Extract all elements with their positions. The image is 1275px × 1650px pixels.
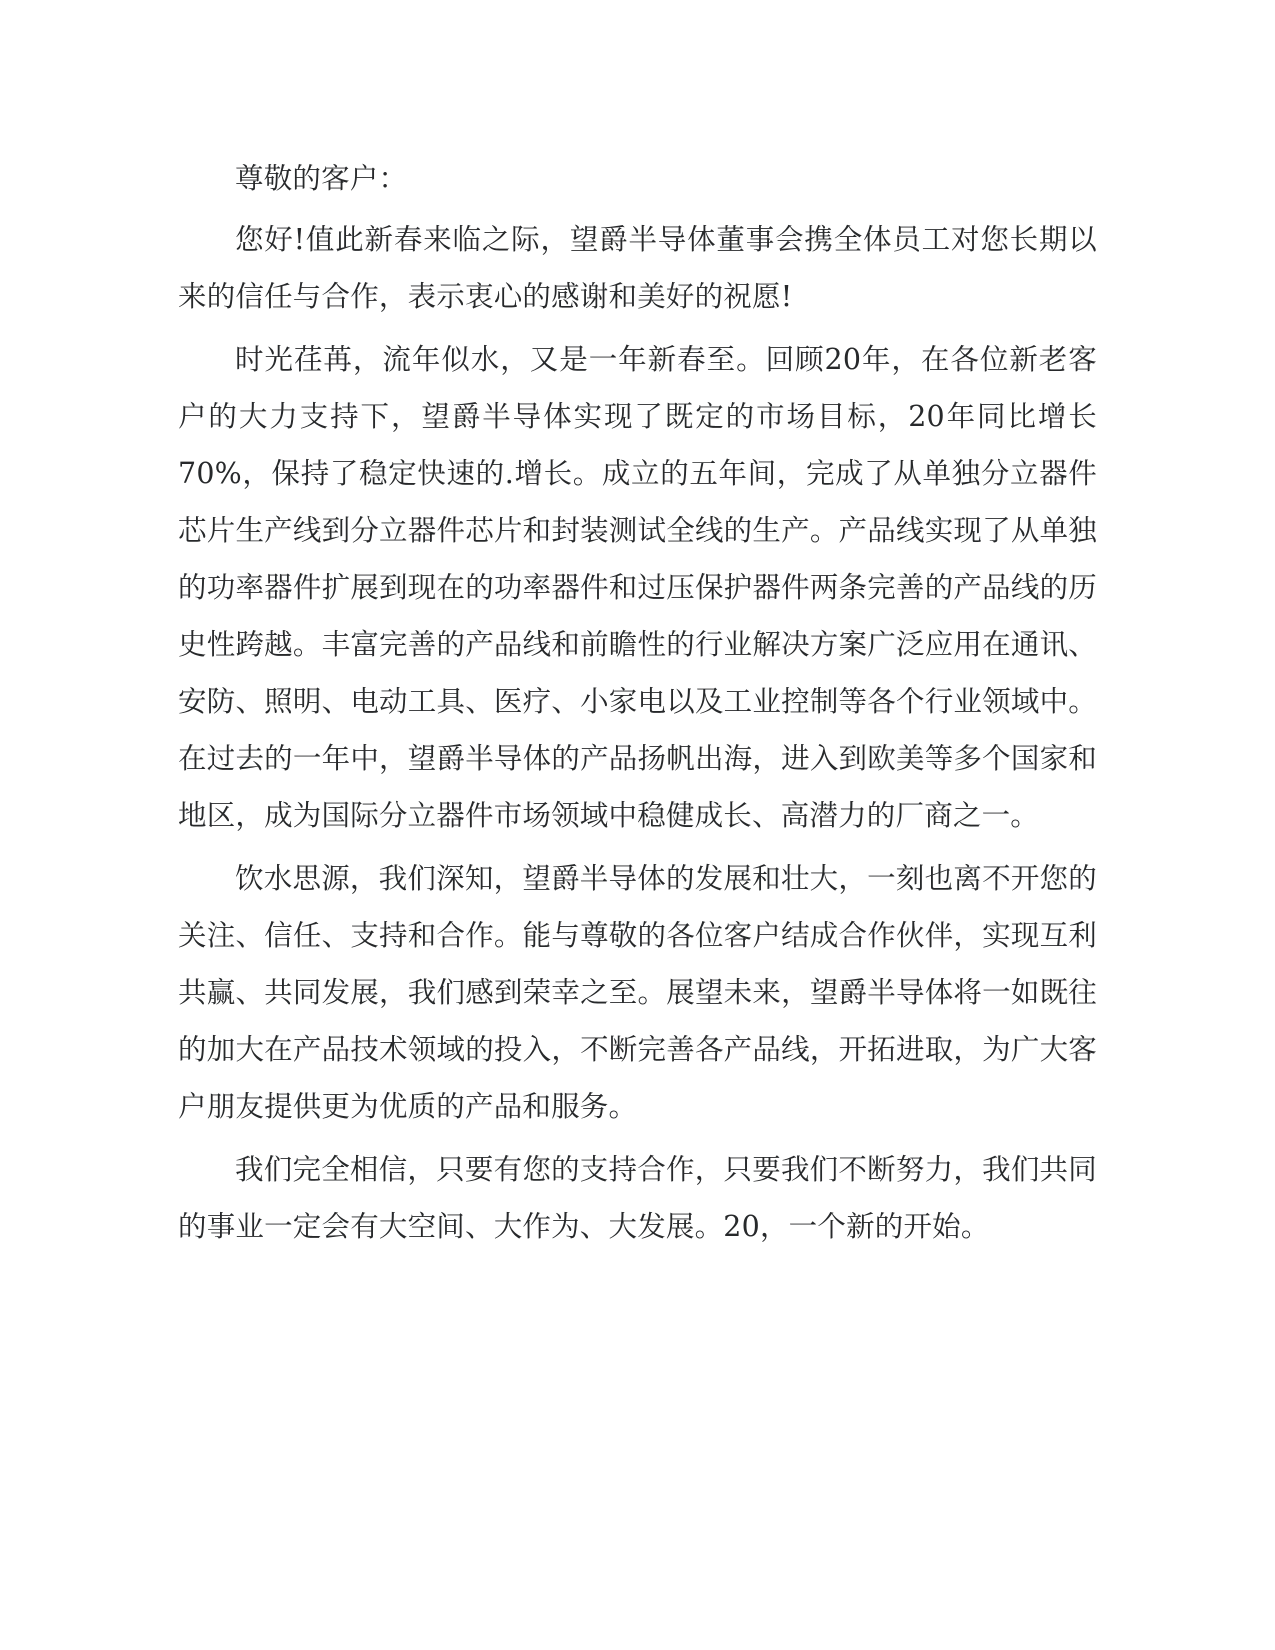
- paragraph-review: 时光荏苒，流年似水，又是一年新春至。回顾20年，在各位新老客户的大力支持下，望爵半导体实现了既定的市场目标，20年同比增长70%，保持了稳定快速的.增长。成立的五年间，完成了从单独分立器件芯片生产线到分立器件芯片和封装测试全线的生产。产品线实现了从单独的功率器件扩展到现在的功率器件和过压保护器件两条完善的产品线的历史性跨越。丰富完善的产品线和前瞻性的行业解决方案广泛应用在通讯、安防、照明、电动工具、医疗、小家电以及工业控制等各个行业领域中。在过去的一年中，望爵半导体的产品扬帆出海，进入到欧美等多个国家和地区，成为国际分立器件市场领域中稳健成长、高潜力的厂商之一。: [178, 343, 1097, 832]
- paragraph-salutation: 尊敬的客户：: [235, 162, 408, 195]
- document-body: [178, 150, 1097, 1255]
- paragraph-closing: 我们完全相信，只要有您的支持合作，只要我们不断努力，我们共同的事业一定会有大空间、大作为、大发展。20，一个新的开始。: [178, 1153, 1097, 1243]
- paragraph-gratitude: 饮水思源，我们深知，望爵半导体的发展和壮大，一刻也离不开您的关注、信任、支持和合作。能与尊敬的各位客户结成合作伙伴，实现互利共赢、共同发展，我们感到荣幸之至。展望未来，望爵半导体将一如既往的加大在产品技术领域的投入，不断完善各产品线，开拓进取，为广大客户朋友提供更为优质的产品和服务。: [178, 862, 1097, 1123]
- paragraph-greeting: 您好!值此新春来临之际，望爵半导体董事会携全体员工对您长期以来的信任与合作，表示衷心的感谢和美好的祝愿!: [178, 223, 1097, 313]
